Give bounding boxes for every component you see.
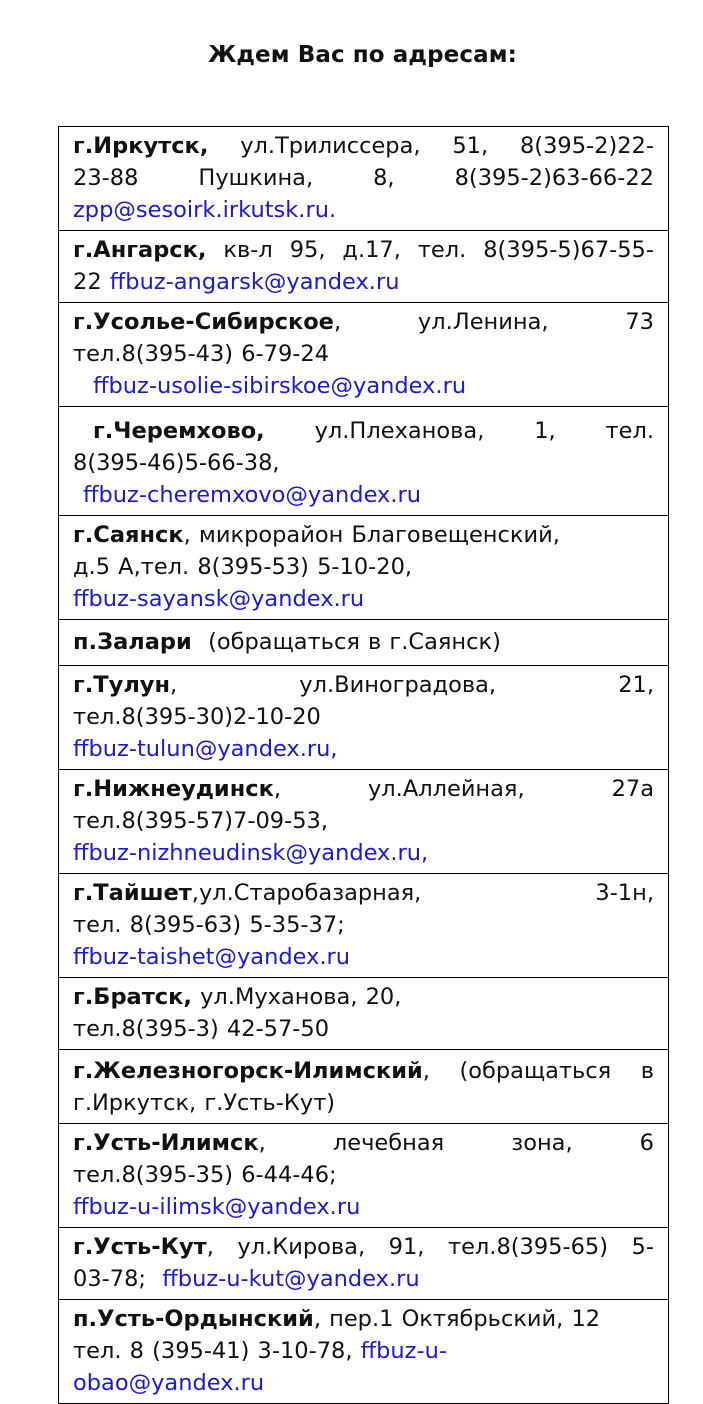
address-text: , ул.Кирова, 91, тел.8(395-65) 5- [206,1234,654,1260]
table-row [59,127,669,231]
city-name: г.Ангарск, [73,237,207,263]
city-name: г.Братск, [73,984,192,1010]
address-text: ул.Плеханова, 1, тел. [314,418,654,444]
address-text: тел.8(395-43) 6-79-24 [73,341,330,367]
table-row [59,1124,669,1228]
address-text: , (обращаться в [422,1058,654,1084]
address-text: г.Иркутск, г.Усть-Кут) [73,1090,336,1116]
address-text: тел.8(395-30)2-10-20 [73,704,321,730]
page-title: Ждем Вас по адресам: [208,42,517,68]
city-name: г.Иркутск, [73,133,209,159]
city-name: п.Залари [73,629,192,655]
table-row [59,1228,669,1300]
address-text: ул.Трилиссера, 51, 8(395-2)22- [240,133,654,159]
city-name: г.Усть-Илимск [73,1130,259,1156]
address-text: кв-л 95, д.17, тел. 8(395-5)67-55- [223,237,654,263]
city-name: г.Усолье-Сибирское [73,309,334,335]
city-name: п.Усть-Ордынский [73,1306,314,1332]
email-link[interactable]: ffbuz-u-ilimsk@yandex.ru [73,1194,361,1220]
address-text: 8(395-46)5-66-38, [73,450,280,476]
address-cell [59,1300,669,1404]
address-text: тел.8(395-57)7-09-53, [73,808,329,834]
address-cell [59,127,669,231]
city-name: г.Усть-Кут [73,1234,207,1260]
address-text: , ул.Виноградова, 21, [170,672,654,698]
address-text: тел. 8 (395-41) 3-10-78, [73,1338,353,1364]
address-text: , микрорайон Благовещенский, [183,522,560,548]
address-text: ул.Муханова, 20, [200,984,402,1010]
table-row [59,874,669,978]
email-link[interactable]: ffbuz-u- [360,1338,447,1364]
address-cell [59,1124,669,1228]
email-link[interactable]: zpp@sesoirk.irkutsk.ru. [73,197,337,223]
address-cell [59,1228,669,1300]
email-link[interactable]: ffbuz-u-kut@yandex.ru [162,1266,420,1292]
address-text: 22 [73,269,102,295]
address-cell [59,770,669,874]
address-text: тел.8(395-3) 42-57-50 [73,1016,330,1042]
email-link[interactable]: obao@yandex.ru [73,1370,265,1396]
address-cell [59,874,669,978]
address-text: 03-78; [73,1266,146,1292]
address-cell [59,303,669,407]
city-name: г.Саянск [73,522,184,548]
address-text: тел. 8(395-63) 5-35-37; [73,912,345,938]
address-text: 23-88 Пушкина, 8, 8(395-2)63-66-22 [73,165,654,191]
address-text: ,ул.Старобазарная, 3-1н, [191,880,654,906]
address-text: , ул.Аллейная, 27а [273,776,654,802]
address-cell [59,978,669,1050]
city-name: г.Нижнеудинск [73,776,274,802]
address-table [58,126,669,1404]
city-name: г.Черемхово, [93,418,265,444]
address-text: д.5 А,тел. 8(395-53) 5-10-20, [73,554,413,580]
table-row [59,407,669,516]
city-name: г.Тулун [73,672,171,698]
address-text: (обращаться в г.Саянск) [208,629,501,655]
table-row [59,978,669,1050]
email-link[interactable]: ffbuz-tulun@yandex.ru, [73,736,338,762]
email-link[interactable]: ffbuz-cheremxovo@yandex.ru [83,482,422,508]
table-row [59,1300,669,1404]
address-text: , пер.1 Октябрьский, 12 [313,1306,601,1332]
email-link[interactable]: ffbuz-nizhneudinsk@yandex.ru, [73,840,429,866]
table-row [59,516,669,620]
address-cell [59,231,669,303]
email-link[interactable]: ffbuz-usolie-sibirskoe@yandex.ru [93,373,467,399]
email-link[interactable]: ffbuz-sayansk@yandex.ru [73,586,365,612]
city-name: г.Железногорск-Илимский [73,1058,423,1084]
address-text: , ул.Ленина, 73 [333,309,654,335]
table-row [59,303,669,407]
table-row [59,1050,669,1124]
address-text: , лечебная зона, 6 [258,1130,654,1156]
table-row [59,770,669,874]
address-cell [59,407,669,516]
table-row [59,231,669,303]
table-row [59,620,669,666]
address-cell [59,666,669,770]
address-text: тел.8(395-35) 6-44-46; [73,1162,337,1188]
city-name: г.Тайшет [73,880,192,906]
address-cell [59,620,669,666]
address-cell [59,1050,669,1124]
email-link[interactable]: ffbuz-angarsk@yandex.ru [109,269,400,295]
email-link[interactable]: ffbuz-taishet@yandex.ru [73,944,351,970]
address-cell [59,516,669,620]
table-row [59,666,669,770]
